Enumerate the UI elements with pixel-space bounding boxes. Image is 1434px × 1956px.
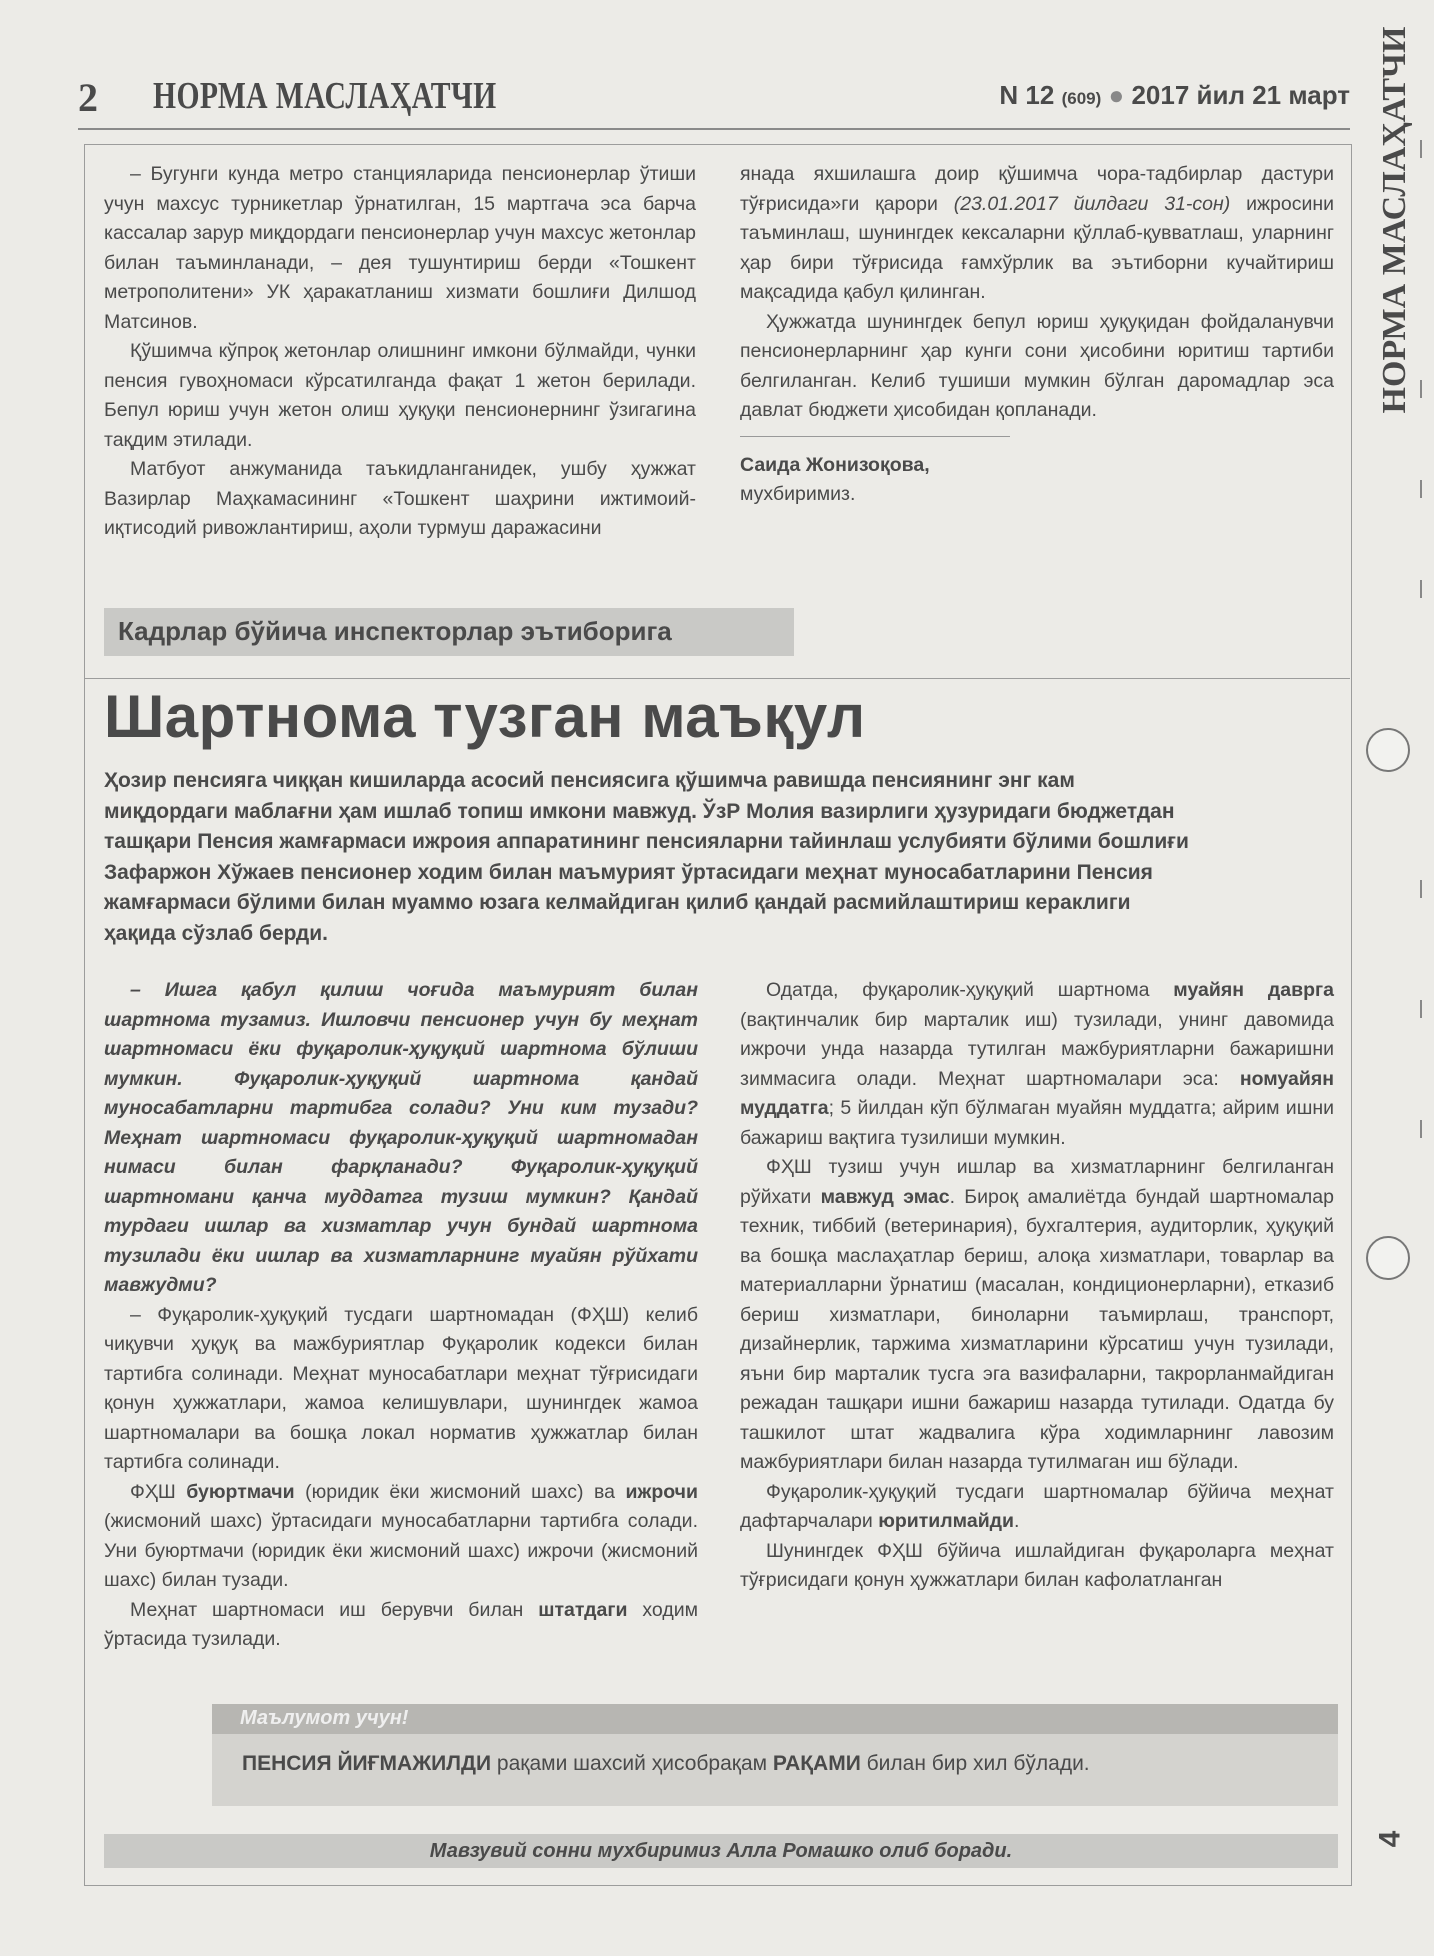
margin-tick — [1420, 1000, 1422, 1018]
side-masthead — [1370, 26, 1420, 414]
info-box-label-bar — [212, 1704, 1338, 1734]
side-issue-info — [1374, 1355, 1418, 1755]
side-masthead-text: НОРМА МАСЛАҲАТЧИ — [1376, 26, 1413, 414]
header-rule — [78, 128, 1350, 130]
issue-info — [999, 80, 1350, 111]
issue-prefix: N 12 — [999, 80, 1055, 110]
paragraph: ФҲШ тузиш учун ишлар ва хизматларнинг белгиланган рўйхати мавжуд эмас. Бироқ амалиётда бундай шартномалар техник, тиббий (ветеринария), бухгалтерия, аудиторлик, ҳуқуқий ва бошқа маслаҳатлар бериш, алоқа хизматлари, товарлар ва материалларни ўрнатиш (масалан, кондиционерларни), етказиб бериш хизматлари, биноларни таъмирлаш, транспорт, дизайнерлик, таржима хизматларини кўрсатиш учун тузилади, яъни бир марталик тусга эга вазифаларни, такрорланмайдиган режадан ташқари ишни бажариш назарда тутилади. Одатда бу ташкилот штат жадвалига кўра ходимларнинг лавозим мажбуриятлари билан назарда тутилмаган иш бўлади. — [740, 1156, 1334, 1473]
paragraph: Фуқаролик-ҳуқуқий тусдаги шартномалар бўйича меҳнат дафтарчалари юритилмайди. — [740, 1480, 1334, 1532]
side-page-number: 4 — [1373, 1830, 1407, 1848]
paragraph: – Бугунги кунда метро станцияларида пенсионерлар ўтиши учун махсус турникетлар ўрнатилган, 15 мартгача эса барча кассалар зарур миқдордаги пенсионерлар учун махсус жетонлар билан таъминланади, – дея тушунтириш берди «Тошкент метрополитени» УК ҳаракатланиш хизмати бошлиғи Дилшод Матсинов. — [104, 163, 696, 333]
paragraph: Матбуот анжуманида таъкидланганидек, ушбу ҳужжат Вазирлар Маҳкамасининг «Тошкент шаҳрини ижтимоий-иқтисодий ривожлантириш, аҳоли турмуш даражасини — [104, 458, 696, 539]
paragraph: янада яхшилашга доир қўшимча чора-тадбирлар дастури тўғрисида»ги қарори (23.01.2017 йилдаги 31-сон) ижросини таъминлаш, шунингдек кексаларни қўллаб-қувватлаш, уларнинг ҳар бири тўғрисида ғамхўрлик ва эътиборни кучайтириш мақсадида қабул қилинган. — [740, 163, 1335, 303]
paragraph: ФҲШ буюртмачи (юридик ёки жисмоний шахс) ва ижрочи (жисмоний шахс) ўртасидаги муносабатларни тартибга солади. Уни буюртмачи (юридик ёки жисмоний шахс) ижрочи (жисмоний шахс) билан тузади. — [104, 1480, 698, 1591]
issue-date: 2017 йил 21 март — [1131, 80, 1350, 110]
article-headline: Шартнома тузган маъқул — [104, 683, 866, 750]
paragraph: Шунингдек ФҲШ бўйича ишлайдиган фуқароларга меҳнат тўғрисидаги қонун ҳужжатлари билан кафолатланган — [740, 1539, 1334, 1591]
bullet-icon: ● — [1108, 80, 1125, 110]
rubric-bar — [104, 608, 794, 656]
punch-hole-icon — [1366, 728, 1410, 772]
margin-tick — [1420, 480, 1422, 498]
margin-tick — [1420, 880, 1422, 898]
paragraph: Ҳужжатда шунингдек бепул юриш ҳуқуқидан фойдаланувчи пенсионерларнинг ҳар кунги сони ҳисобини юритиш тартиби белгиланган. Келиб тушиши мумкин бўлган даромадлар эса давлат бюджети ҳисобидан қопланади. — [740, 310, 1334, 421]
interview-question: – Ишга қабул қилиш чоғида маъмурият билан шартнома тузамиз. Ишловчи пенсионер учун бу меҳнат шартномаси ёки фуқаролик-ҳуқуқий шартнома бўлиши мумкин. Фуқаролик-ҳуқуқий шартнома қандай муносабатларни тартибга солади? Уни ким тузади? Меҳнат шартномаси фуқаролик-ҳуқуқий шартномадан нимаси билан фарқланади? Фуқаролик-ҳуқуқий шартномани қанча муддатга тузиш мумкин? Қандай турдаги ишлар ва хизматлар учун бундай шартнома тузилади ёки ишлар ва хизматларнинг муайян рўйхати мавжудми? — [104, 979, 698, 1296]
paragraph: Меҳнат шартномаси иш берувчи билан штатдаги ходим ўртасида тузилади. — [104, 1598, 699, 1650]
margin-tick — [1420, 380, 1422, 398]
author-role: мухбиримиз. — [740, 483, 856, 505]
page-number: 2 — [78, 75, 98, 120]
signature-rule — [740, 436, 1010, 437]
issue-number: (609) — [1061, 89, 1102, 108]
top-article-left-column — [104, 160, 696, 544]
footer-note: Мавзувий сонни мухбиримиз Алла Ромашко олиб боради. — [429, 1840, 1013, 1862]
info-box-label: Маълумот учун! — [240, 1707, 409, 1729]
masthead: НОРМА МАСЛАҲАТЧИ — [153, 75, 497, 117]
paragraph: – Фуқаролик-ҳуқуқий тусдаги шартномадан (ФҲШ) келиб чиқувчи ҳуқуқ ва мажбуриятлар Фуқаролик кодекси билан тартибга солинади. Меҳнат муносабатлари меҳнат тўғрисидаги қонун ҳужжатлари, жамоа келишувлари, шунингдек жамоа шартномалари ва бошқа локал норматив ҳужжатлар билан тартибга солинади. — [104, 1303, 698, 1473]
article-lead: Ҳозир пенсияга чиққан кишиларда асосий пенсиясига қўшимча равишда пенсиянинг энг кам миқдордаги маблағни ҳам ишлаб топиш имкони мавжуд. ЎзР Молия вазирлиги ҳузуридаги бюджетдан ташқари Пенсия жамғармаси ижроия аппаратининг пенсияларни тайинлаш услубияти бўлими бошлиғи Зафаржон Хўжаев пенсионер ходим билан маъмурият ўртасидаги меҳнат муносабатларини Пенсия жамғармаси бўлими билан муаммо юзага келмайдиган қилиб қандай расмийлаштириш кераклиги ҳақида сўзлаб берди. — [104, 769, 1189, 945]
section-rule — [84, 678, 1350, 679]
margin-tick — [1420, 140, 1422, 158]
body-left-column — [104, 976, 698, 1655]
info-box-text: ПЕНСИЯ ЙИҒМАЖИЛДИ рақами шахсий ҳисобрақам РАҚАМИ билан бир хил бўлади. — [242, 1752, 1090, 1775]
top-article-right-column — [740, 160, 1334, 510]
paragraph: Одатда, фуқаролик-ҳуқуқий шартнома муайян даврга (вақтинчалик бир марталик иш) тузилади, унинг давомида ижрочи унда назарда тутилган мажбуриятларни бажаришни зиммасига олади. Меҳнат шартномалари эса: номуайян муддатга; 5 йилдан кўп бўлмаган муайян муддатга; айрим ишни бажариш вақтига тузилиши мумкин. — [740, 979, 1334, 1149]
margin-tick — [1420, 580, 1422, 598]
rubric-title: Кадрлар бўйича инспекторлар эътиборига — [118, 616, 672, 646]
footer-bar — [104, 1834, 1338, 1868]
margin-tick — [1420, 1120, 1422, 1138]
punch-hole-icon — [1366, 1236, 1410, 1280]
paragraph: Қўшимча кўпроқ жетонлар олишнинг имкони бўлмайди, чунки пенсия гувоҳномаси кўрсатилганда фақат 1 жетон берилади. Бепул юриш учун жетон олиш ҳуқуқи пенсионернинг ўзигагина тақдим этилади. — [104, 340, 696, 451]
author-name: Саида Жонизоқова, — [740, 453, 930, 476]
body-right-column — [740, 976, 1334, 1596]
info-box — [212, 1704, 1338, 1806]
